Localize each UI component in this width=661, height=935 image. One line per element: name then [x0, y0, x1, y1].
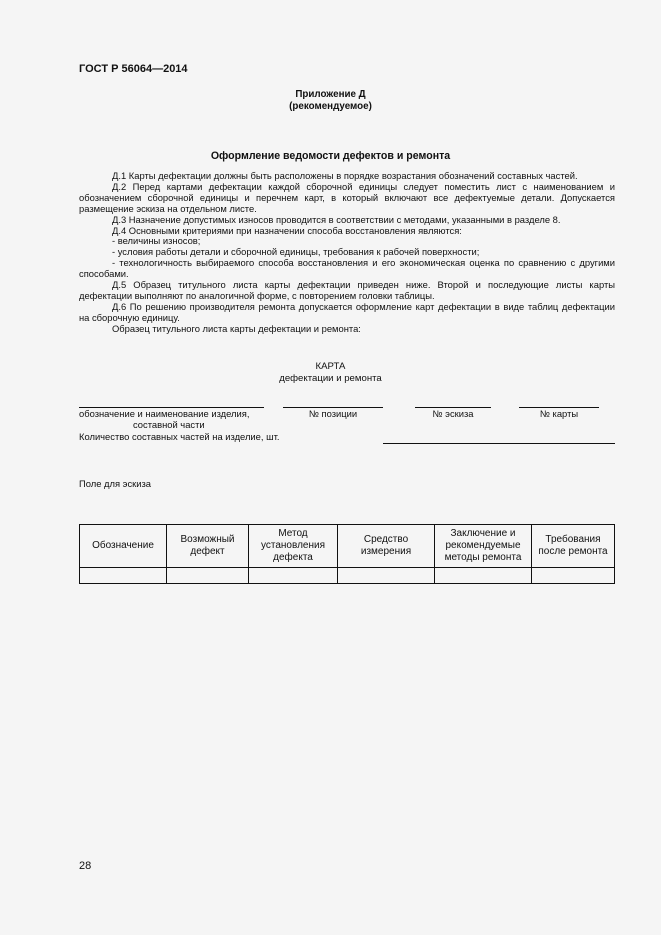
designation-label-2: составной части — [133, 419, 205, 430]
paragraph-d1: Д.1 Карты дефектации должны быть расположены в порядке возрастания обозначений составных частей. — [112, 170, 578, 181]
table-header-cell: Заключение и рекомендуемые методы ремонта — [435, 525, 532, 568]
standard-header: ГОСТ Р 56064—2014 — [79, 63, 188, 75]
table-row — [80, 568, 615, 584]
table-cell — [80, 568, 167, 584]
position-label: № позиции — [308, 408, 358, 419]
body-text — [79, 171, 615, 335]
paragraph-d4: Д.4 Основными критериями при назначении способа восстановления являются: — [112, 224, 462, 236]
table-cell — [435, 568, 532, 584]
annex-title: Приложение Д — [295, 89, 366, 100]
defect-table — [79, 524, 615, 584]
annex-status: (рекомендуемое) — [289, 101, 372, 112]
sketch-number-label: № эскиза — [432, 408, 474, 419]
card-number-label: № карты — [539, 408, 579, 419]
designation-label: обозначение и наименование изделия, — [79, 408, 250, 419]
quantity-line — [383, 443, 615, 444]
table-cell — [167, 568, 249, 584]
paragraph-d5: Д.5 Образец титульного листа карты дефектации приведен ниже. Второй и последующие листы карты дефектации выполняют по аналогичной форме, с повторением головки таблицы. — [79, 279, 615, 301]
list-item-wear: - величины износов; — [112, 235, 201, 247]
sample-intro: Образец титульного листа карты дефектации и ремонта: — [112, 322, 361, 334]
paragraph-d3: Д.3 Назначение допустимых износов проводится в соответствии с методами, указанными в разделе 8. — [112, 213, 561, 225]
table-cell — [532, 568, 615, 584]
quantity-label: Количество составных частей на изделие, шт. — [79, 431, 280, 442]
table-header-cell: Обозначение — [80, 525, 167, 568]
table-header-cell: Средство измерения — [338, 525, 435, 568]
annex-heading — [0, 89, 661, 113]
sketch-field-label: Поле для эскиза — [79, 478, 151, 489]
table-header-row — [80, 525, 615, 568]
card-heading — [0, 361, 661, 385]
section-title: Оформление ведомости дефектов и ремонта — [210, 150, 451, 162]
paragraph-d2: Д.2 Перед картами дефектации каждой сборочной единицы следует поместить лист с наименованием и обозначением сборочной единицы и перечнем карт, в который включают все дефектуемые детали. Допускается размещение эскиза на отдельном листе. — [79, 180, 615, 214]
table-header-cell: Метод установления дефекта — [249, 525, 338, 568]
page-number: 28 — [79, 860, 92, 872]
paragraph-d6: Д.6 По решению производителя ремонта допускается оформление карт дефектации в виде таблиц дефектации на сборочную единицу. — [79, 300, 615, 323]
table-cell — [249, 568, 338, 584]
card-subtitle: дефектации и ремонта — [279, 373, 382, 384]
card-title: КАРТА — [315, 361, 346, 372]
table-header-cell: Возможный дефект — [167, 525, 249, 568]
list-item-conditions: - условия работы детали и сборочной единицы, требования к рабочей поверхности; — [112, 246, 480, 258]
list-item-technology: - технологичность выбираемого способа восстановления и его экономическая оценка по сравнению с другими способами. — [79, 257, 615, 280]
table-header-cell: Требования после ремонта — [532, 525, 615, 568]
table-cell — [338, 568, 435, 584]
